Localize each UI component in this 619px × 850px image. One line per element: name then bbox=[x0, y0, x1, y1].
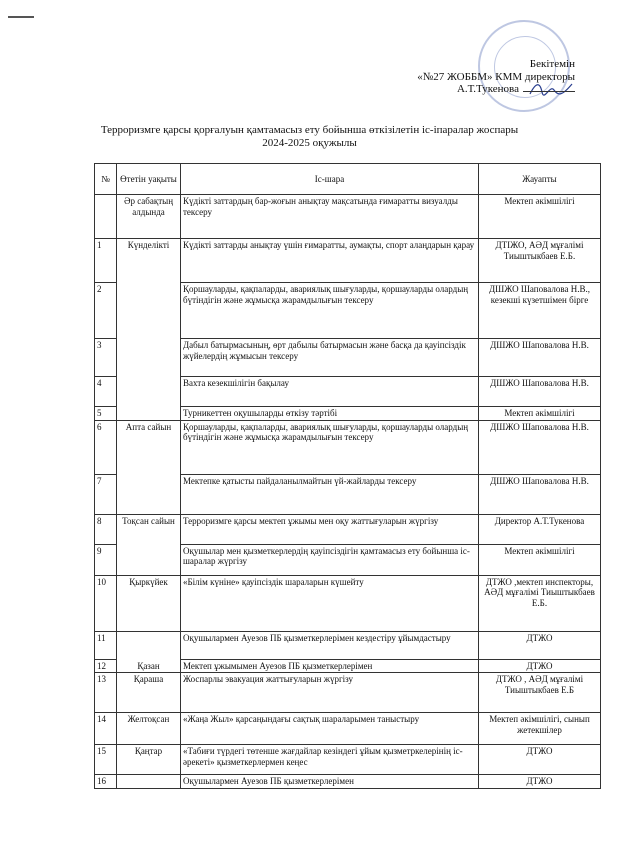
row-resp: ДТІЖО, АӘД мұғалімі Тиыштыкбаев Е.Б. bbox=[479, 239, 601, 283]
row-event: Терроризмге қарсы мектеп ұжымы мен оқу жаттығуларын жүргізу bbox=[181, 514, 479, 544]
row-period: Қазан bbox=[117, 631, 181, 673]
table-row bbox=[95, 631, 601, 659]
scan-artifact-line bbox=[8, 16, 34, 18]
row-period: Қараша bbox=[117, 673, 181, 713]
row-num bbox=[95, 195, 117, 239]
row-resp: Директор А.Т.Тукенова bbox=[479, 514, 601, 544]
table-row bbox=[95, 575, 601, 631]
header-resp: Жауапты bbox=[479, 164, 601, 195]
row-period: Қаңтар bbox=[117, 745, 181, 775]
row-event: Турникеттен оқушыларды өткізу тәртібі bbox=[181, 407, 479, 421]
row-event: «Білім күніне» қауіпсіздік шараларын күшейту bbox=[181, 575, 479, 631]
table-row bbox=[95, 713, 601, 745]
row-resp: ДШЖО Шаповалова Н.В. bbox=[479, 420, 601, 474]
row-resp: ДШЖО Шаповалова Н.В. bbox=[479, 474, 601, 514]
row-event: Қоршауларды, қақпаларды, авариялық шығуларды, қоршауларды олардың бүтіндігін және жұмысқа жарамдылығын тексеру bbox=[181, 283, 479, 339]
row-period: Әр сабақтың алдында bbox=[117, 195, 181, 239]
row-event: Жоспарлы эвакуация жаттығуларын жүргізу bbox=[181, 673, 479, 713]
table-row bbox=[95, 673, 601, 713]
row-resp: ДТЖО , АӘД мұғалімі Тиыштыкбаев Е.Б bbox=[479, 673, 601, 713]
row-resp: ДШЖО Шаповалова Н.В., кезекші күзетшімен бірге bbox=[479, 283, 601, 339]
row-resp: ДШЖО Шаповалова Н.В. bbox=[479, 339, 601, 377]
row-num: 8 bbox=[95, 514, 117, 544]
row-event: Оқушылармен Ауезов ПБ қызметкерлерімен bbox=[181, 775, 479, 789]
row-event: Оқушылар мен қызметкерлердің қауіпсіздігін қамтамасыз ету бойынша іс-шаралар жүргізу bbox=[181, 544, 479, 575]
row-event: Вахта кезекшілігін бақылау bbox=[181, 377, 479, 407]
row-resp: Мектеп әкімшілігі bbox=[479, 544, 601, 575]
plan-table bbox=[94, 163, 601, 789]
row-num: 5 bbox=[95, 407, 117, 421]
row-num: 10 bbox=[95, 575, 117, 631]
row-num: 12 bbox=[95, 659, 117, 673]
row-event: Күдікті заттардың бар-жоғын анықтау мақсатында ғимаратты визуалды тексеру bbox=[181, 195, 479, 239]
row-resp: ДТЖО bbox=[479, 631, 601, 659]
header-event: Іс-шара bbox=[181, 164, 479, 195]
row-num: 6 bbox=[95, 420, 117, 474]
title-line-1: Терроризмге қарсы қорғалуын қамтамасыз ету бойынша өткізілетін іс-іпаралар жоспары bbox=[100, 124, 519, 136]
approval-line-1: Бекітемін bbox=[529, 58, 575, 70]
row-num: 13 bbox=[95, 673, 117, 713]
row-resp: ДТЖО bbox=[479, 659, 601, 673]
title-line-2: 2024-2025 оқужылы bbox=[262, 137, 357, 149]
table-row bbox=[95, 745, 601, 775]
row-resp: Мектеп әкімшілігі bbox=[479, 407, 601, 421]
approval-line-3: А.Т.Тукенова bbox=[456, 83, 519, 95]
row-period: Апта сайын bbox=[117, 420, 181, 514]
row-event: Дабыл батырмасының, өрт дабылы батырмасын және басқа да қауіпсіздік жүйелердің жұмысын тексеру bbox=[181, 339, 479, 377]
row-resp: ДШЖО Шаповалова Н.В. bbox=[479, 377, 601, 407]
row-resp: ДТЖО bbox=[479, 775, 601, 789]
row-event: Қоршауларды, қақпаларды, авариялық шығуларды, қоршауларды олардың бүтіндігін және жұмысқа жарамдылығын тексеру bbox=[181, 420, 479, 474]
row-event: Мектеп ұжымымен Ауезов ПБ қызметкерлерімен bbox=[181, 659, 479, 673]
row-event: «Жаңа Жыл» қарсаңындағы сақтық шараларымен таныстыру bbox=[181, 713, 479, 745]
row-resp: Мектеп әкімшілігі bbox=[479, 195, 601, 239]
row-period: Қыркүйек bbox=[117, 575, 181, 631]
table-row bbox=[95, 239, 601, 283]
row-period bbox=[117, 775, 181, 789]
table-row bbox=[95, 775, 601, 789]
row-event: «Табиғи түрдегі төтенше жағдайлар кезіндегі ұйым қызметркелерінің іс-әрекеті» қызметкерлермен кеңес bbox=[181, 745, 479, 775]
row-num: 11 bbox=[95, 631, 117, 659]
row-num: 7 bbox=[95, 474, 117, 514]
row-num: 4 bbox=[95, 377, 117, 407]
table-header-row bbox=[95, 164, 601, 195]
table-row bbox=[95, 514, 601, 544]
approval-line-2: «№27 ЖОББМ» КММ директоры bbox=[417, 70, 575, 83]
row-num: 3 bbox=[95, 339, 117, 377]
row-event: Оқушылармен Ауезов ПБ қызметкерлерімен кездестіру ұйымдастыру bbox=[181, 631, 479, 659]
row-num: 9 bbox=[95, 544, 117, 575]
row-num: 15 bbox=[95, 745, 117, 775]
document-title bbox=[0, 124, 619, 150]
table-row bbox=[95, 195, 601, 239]
row-num: 14 bbox=[95, 713, 117, 745]
row-num: 2 bbox=[95, 283, 117, 339]
header-period: Өтетін уақыты bbox=[117, 164, 181, 195]
approval-line-3-wrap bbox=[417, 83, 575, 96]
row-resp: ДТЖО ,мектеп инспекторы, АӘД мұғалімі Тиыштыкбаев Е.Б. bbox=[479, 575, 601, 631]
row-num: 1 bbox=[95, 239, 117, 283]
header-num: № bbox=[95, 164, 117, 195]
table-row bbox=[95, 420, 601, 474]
row-resp: ДТЖО bbox=[479, 745, 601, 775]
row-num: 16 bbox=[95, 775, 117, 789]
signature-underline bbox=[523, 91, 575, 92]
row-resp: Мектеп әкімшілігі, сынып жетекшілер bbox=[479, 713, 601, 745]
row-period: Тоқсан сайын bbox=[117, 514, 181, 575]
approval-block bbox=[417, 58, 575, 96]
row-event: Күдікті заттарды анықтау үшін ғимаратты, аумақты, спорт алаңдарын қарау bbox=[181, 239, 479, 283]
row-period: Желтоқсан bbox=[117, 713, 181, 745]
row-event: Мектепке қатысты пайдаланылмайтын үй-жайларды тексеру bbox=[181, 474, 479, 514]
row-period: Күнделікті bbox=[117, 239, 181, 421]
